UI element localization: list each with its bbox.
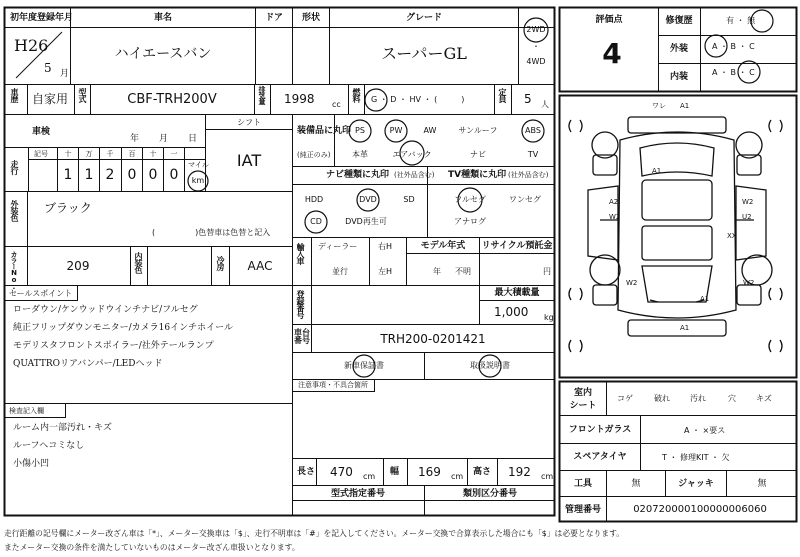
equip-abs: ABS xyxy=(525,126,541,135)
sales-point-line: QUATTROリアバンパー/LEDヘッド xyxy=(13,359,163,369)
chassis-label: 車台番号 xyxy=(294,328,310,346)
interior-sheet-label2: シート xyxy=(569,401,597,411)
recycle-unit: 円 xyxy=(543,267,551,276)
usage-value: 自家用 xyxy=(31,92,69,106)
aircon-label: 冷房 xyxy=(216,256,225,270)
fuel-label: 燃料 xyxy=(352,88,361,102)
tools-value: 無 xyxy=(631,479,641,489)
mileage-symbol-label: 記号 xyxy=(34,150,48,158)
new-car-warranty: 新車保証書 xyxy=(344,361,384,370)
grade-value: スーパーGL xyxy=(381,44,467,63)
unit-ten-man: 十 xyxy=(64,150,72,158)
inspector-line: ルーム内一部汚れ・キズ xyxy=(13,423,112,433)
capacity-label: 定員 xyxy=(498,88,507,102)
drive-sep: ・ xyxy=(532,42,540,51)
jack-value: 無 xyxy=(757,479,767,489)
management-label: 管理番号 xyxy=(564,505,602,515)
unit-ju: 十 xyxy=(149,150,157,158)
sales-point-line: モデリスタフロントスポイラー/社外テールランプ xyxy=(13,341,214,351)
windshield-label: フロントガラス xyxy=(568,425,632,435)
exterior-options: A ・ B ・ C xyxy=(712,42,755,51)
equipment-label: 装備品に丸印 xyxy=(297,126,352,136)
sales-points-label: セールスポイント xyxy=(9,289,73,298)
spare-tire-label: スペアタイヤ xyxy=(573,452,627,462)
max-load-value: 1,000 xyxy=(494,305,529,319)
unit-hyaku: 百 xyxy=(128,150,136,158)
owner-manual: 取扱説明書 xyxy=(470,361,510,370)
tv-fullseg: フルセグ xyxy=(454,195,486,204)
tools-label: 工具 xyxy=(573,479,593,489)
score-value: 4 xyxy=(602,37,622,70)
score-label: 評価点 xyxy=(595,15,623,25)
car-condition-diagram xyxy=(569,117,782,352)
footnote-line: 走行距離の記号欄にメーター改ざん車は「*」、メーター交換車は「$」、走行不明車は「#」を記入してください。メーター交換で合算表示した場合にも「$」は必要となります。 xyxy=(4,529,625,538)
displacement-label: 排気量 xyxy=(258,86,266,104)
diagram-mark: A1 xyxy=(680,324,690,332)
inspection-label: 車検 xyxy=(32,127,51,137)
model-year-year: 年 xyxy=(433,267,441,276)
color-no-label: カラーNo. xyxy=(10,251,18,290)
equip-sunroof: サンルーフ xyxy=(458,126,498,135)
width-label: 幅 xyxy=(390,467,400,477)
length-unit: cm xyxy=(363,472,376,481)
color-label: 外装色 xyxy=(10,200,19,221)
displacement-value: 1998 xyxy=(284,92,315,106)
management-value: 020720000100000006060 xyxy=(633,504,767,515)
equip-navi: ナビ xyxy=(470,150,486,159)
displacement-unit: cc xyxy=(332,100,341,109)
mileage-label: 走行 xyxy=(10,160,19,174)
sales-point-line: 純正フリップダウンモニター/カメラ16インチホイール xyxy=(13,323,233,333)
diagram-mark: W2 xyxy=(742,198,754,206)
diagram-mark: A2 xyxy=(609,198,619,206)
navi-hdd: HDD xyxy=(304,195,324,204)
height-value: 192 xyxy=(508,465,531,479)
diagram-mark: ワレ xyxy=(652,102,666,110)
diagram-mark: A1 xyxy=(680,102,690,110)
fuel-options: G ・ D ・ HV ・ ( ) xyxy=(371,95,465,104)
repair-label: 修復歴 xyxy=(665,16,693,26)
interior-label: 内装 xyxy=(669,72,689,82)
import-dealer: ディーラー xyxy=(318,242,358,251)
diagram-mark: U2 xyxy=(742,213,752,221)
unit-sen: 千 xyxy=(106,150,114,158)
diagram-mark: W2 xyxy=(743,279,755,287)
navi-dvd: DVD xyxy=(359,195,377,204)
model-year-unknown: 不明 xyxy=(455,267,471,276)
usage-label: 車歴 xyxy=(10,88,19,102)
unit-ichi: 一 xyxy=(170,150,178,158)
first-reg-label: 初年度登録年月 xyxy=(10,13,74,23)
car-name-value: ハイエースバン xyxy=(114,46,212,62)
exterior-label: 外装 xyxy=(669,44,689,54)
import-parallel: 並行 xyxy=(332,267,348,276)
diagram-mark: W2 xyxy=(609,213,621,221)
door-label: ドア xyxy=(265,13,283,23)
mileage-digit: 2 xyxy=(105,167,115,183)
tv-label: TV種類に丸印 xyxy=(448,170,507,180)
seat-tear: 破れ xyxy=(654,394,670,403)
diagram-mark: W2 xyxy=(626,279,638,287)
repair-options: 有 ・ 無 xyxy=(726,16,756,25)
width-unit: cm xyxy=(451,472,464,481)
seat-burn: コゲ xyxy=(617,394,633,403)
equip-ps: PS xyxy=(355,126,365,135)
spare-tire-options: T ・ 修理KIT ・ 欠 xyxy=(662,453,730,462)
equipment-sub-label: (純正のみ) xyxy=(297,151,331,159)
mileage-digit: 1 xyxy=(84,167,94,183)
km-label: km xyxy=(191,176,205,185)
navi-label-sub: (社外品含む) xyxy=(394,171,435,179)
navi-dvd-play: DVD再生可 xyxy=(345,217,387,226)
unit-man: 万 xyxy=(85,150,93,158)
width-value: 169 xyxy=(418,465,441,479)
inspection-month: 月 xyxy=(159,134,169,144)
mile-label: マイル xyxy=(188,161,209,169)
tv-label-sub: (社外品含む) xyxy=(508,171,549,179)
shift-value: IAT xyxy=(236,151,262,170)
footnote-line: またメーター交換の条件を満たしていないものはメーター改ざん車扱いとなります。 xyxy=(4,543,300,552)
grade-label: グレード xyxy=(405,13,443,23)
chassis-value: TRH200-0201421 xyxy=(380,332,486,346)
class-number-label: 類別区分番号 xyxy=(462,489,518,499)
mileage-digit: 0 xyxy=(127,167,137,183)
interior-sheet-label1: 室内 xyxy=(573,388,593,398)
era-value: H26 xyxy=(14,36,49,55)
month-value: 5 xyxy=(44,61,52,75)
recycle-label: リサイクル預託金 xyxy=(481,241,553,251)
inspector-line: ルーフヘコミなし xyxy=(13,441,85,451)
height-unit: cm xyxy=(541,472,554,481)
navi-label: ナビ種類に丸印 xyxy=(326,170,390,180)
drive-4wd: 4WD xyxy=(526,57,546,66)
import-right-hand: 右H xyxy=(378,242,393,251)
sales-point-line: ローダウン/ケンウッドウインチナビ/フルセグ xyxy=(13,305,198,315)
diagram-mark: XX xyxy=(727,232,737,240)
shift-label: シフト xyxy=(237,118,261,127)
inspector-line: 小傷小凹 xyxy=(13,459,50,469)
equip-aw: AW xyxy=(423,126,437,135)
tv-analog: アナログ xyxy=(454,217,486,226)
navi-cd: CD xyxy=(310,217,322,226)
windshield-options: A ・ ×要ス xyxy=(684,426,726,435)
max-load-label: 最大積載量 xyxy=(494,288,540,298)
seat-stain: 汚れ xyxy=(690,394,706,403)
color-no-value: 209 xyxy=(66,259,90,273)
mileage-digit: 0 xyxy=(169,167,179,183)
interior-color-label: 内装色 xyxy=(134,252,143,273)
equip-airbag: エアバック xyxy=(392,150,432,159)
shape-label: 形状 xyxy=(301,13,321,23)
mileage-digit: 1 xyxy=(63,167,73,183)
seat-scratch: キズ xyxy=(756,394,772,403)
aircon-value: AAC xyxy=(247,259,273,273)
diagram-mark: A1 xyxy=(652,167,662,175)
jack-label: ジャッキ xyxy=(678,479,714,489)
drive-2wd: 2WD xyxy=(526,25,546,34)
car-name-label: 車名 xyxy=(153,13,173,23)
cautions-label: 注意事項・不具合箇所 xyxy=(298,381,368,389)
model-value: CBF-TRH200V xyxy=(127,92,217,107)
length-value: 470 xyxy=(330,465,353,479)
navi-sd: SD xyxy=(403,195,415,204)
model-year-label: モデル年式 xyxy=(420,241,466,251)
month-unit: 月 xyxy=(60,69,70,79)
height-label: 高さ xyxy=(473,467,492,477)
color-value: ブラック xyxy=(44,201,92,215)
inspection-day: 日 xyxy=(188,134,198,144)
reg-number-label: 登録番号 xyxy=(296,290,305,318)
inspection-year: 年 xyxy=(130,134,140,144)
color-change-note: ( )色替車は色替と記入 xyxy=(152,228,271,237)
import-left-hand: 左H xyxy=(378,267,393,276)
interior-options: A ・ B ・ C xyxy=(712,68,755,77)
diagram-mark: A1 xyxy=(700,295,710,303)
capacity-unit: 人 xyxy=(541,100,549,109)
import-label: 輸入車 xyxy=(296,243,305,264)
model-label: 型式 xyxy=(78,88,87,102)
length-label: 長さ xyxy=(297,467,316,477)
mileage-digit: 0 xyxy=(148,167,158,183)
equip-pw: PW xyxy=(389,126,403,135)
tv-oneseg: ワンセグ xyxy=(509,195,541,204)
equip-tv: TV xyxy=(527,150,539,159)
max-load-unit: kg xyxy=(544,313,554,322)
model-designation-label: 型式指定番号 xyxy=(330,489,386,499)
inspector-label: 検査記入欄 xyxy=(9,407,44,415)
capacity-value: 5 xyxy=(524,92,532,106)
seat-hole: 穴 xyxy=(728,394,736,403)
equip-leather: 本革 xyxy=(352,150,368,159)
